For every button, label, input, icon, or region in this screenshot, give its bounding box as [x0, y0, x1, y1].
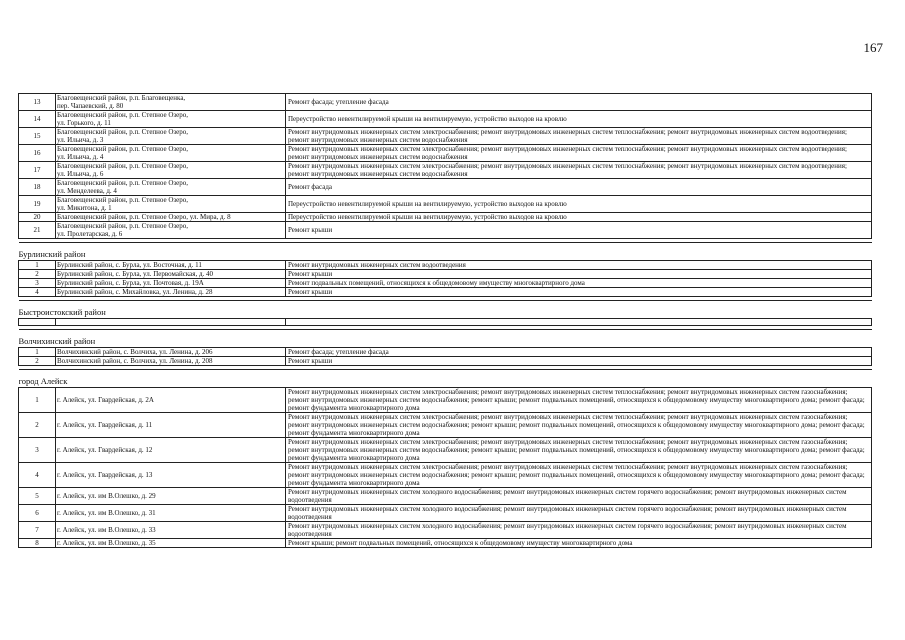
- table-row: [19, 388, 872, 413]
- row-address: г. Алейск, ул. Гвардейская, д. 12: [56, 438, 286, 463]
- row-works: Ремонт внутридомовых инженерных систем электроснабжения; ремонт внутридомовых инженерных систем теплоснабжения; ремонт внутридомовых инженерных систем газоснабжения; ремонт внутридомовых инженерных систем водоснабжения; ремонт крыши; ремонт подвальных помещений, относящихся к общедомовому имуществу многоквартирного дома; ремонт фасада; ремонт фундамента многоквартирного дома: [286, 388, 872, 413]
- row-number: 4: [19, 288, 56, 297]
- table-row: [19, 288, 872, 297]
- table-row: [19, 463, 872, 488]
- row-address: г. Алейск, ул. им В.Олешко, д. 35: [56, 539, 286, 548]
- row-address: г. Алейск, ул. им В.Олешко, д. 29: [56, 488, 286, 505]
- row-number: 2: [19, 413, 56, 438]
- section-aleysk: [19, 388, 872, 548]
- row-number: 3: [19, 279, 56, 288]
- row-works: Переустройство невентилируемой крыши на вентилируемую, устройство выходов на кровлю: [286, 111, 872, 128]
- row-works: Ремонт внутридомовых инженерных систем холодного водоснабжения; ремонт внутридомовых инженерных систем горячего водоснабжения; ремонт внутридомовых инженерных систем водоотведения: [286, 505, 872, 522]
- table-row: [19, 539, 872, 548]
- table-row: [19, 111, 872, 128]
- table-row: [19, 505, 872, 522]
- row-works: Ремонт фасада: [286, 179, 872, 196]
- row-number: 1: [19, 261, 56, 270]
- row-number: 16: [19, 145, 56, 162]
- row-address: Волчихинский район, с. Волчиха, ул. Ленина, д. 208: [56, 357, 286, 366]
- table-row: [19, 94, 872, 111]
- row-works: Ремонт фасада; утепление фасада: [286, 94, 872, 111]
- row-address: Бурлинский район, с. Михайловка, ул. Ленина, д. 28: [56, 288, 286, 297]
- row-address: Волчихинский район, с. Волчиха, ул. Ленина, д. 206: [56, 348, 286, 357]
- table-row: [19, 145, 872, 162]
- row-number: 7: [19, 522, 56, 539]
- section-volchikha: [19, 348, 872, 366]
- district-heading: Бурлинский район: [18, 249, 86, 259]
- table-row: [19, 162, 872, 179]
- page-number: 167: [863, 40, 883, 55]
- row-address: Благовещенский район, р.п. Степное Озеро, ул. Ильича, д. 4: [56, 145, 286, 162]
- row-works: Ремонт крыши: [286, 270, 872, 279]
- row-works: Ремонт внутридомовых инженерных систем электроснабжения; ремонт внутридомовых инженерных систем теплоснабжения; ремонт внутридомовых инженерных систем газоснабжения; ремонт внутридомовых инженерных систем водоснабжения; ремонт крыши; ремонт подвальных помещений, относящихся к общедомовому имуществу многоквартирного дома; ремонт фасада; ремонт фундамента многоквартирного дома: [286, 463, 872, 488]
- row-number: 3: [19, 438, 56, 463]
- row-works: Ремонт внутридомовых инженерных систем водоотведения: [286, 261, 872, 270]
- row-number: 20: [19, 213, 56, 222]
- works-register: [18, 93, 871, 548]
- table-row: [19, 488, 872, 505]
- row-address: г. Алейск, ул. им В.Олешко, д. 31: [56, 505, 286, 522]
- row-works: Ремонт внутридомовых инженерных систем электроснабжения; ремонт внутридомовых инженерных систем теплоснабжения; ремонт внутридомовых инженерных систем газоснабжения; ремонт внутридомовых инженерных систем водоснабжения; ремонт крыши; ремонт подвальных помещений, относящихся к общедомовому имуществу многоквартирного дома; ремонт фасада; ремонт фундамента многоквартирного дома: [286, 438, 872, 463]
- table-row: [19, 348, 872, 357]
- row-number: 1: [19, 388, 56, 413]
- row-number: 6: [19, 505, 56, 522]
- row-address: Бурлинский район, с. Бурла, ул. Первомайская, д. 40: [56, 270, 286, 279]
- table-row: [19, 438, 872, 463]
- works-table: [18, 93, 872, 548]
- row-works: Ремонт фасада; утепление фасада: [286, 348, 872, 357]
- row-works: Ремонт крыши: [286, 288, 872, 297]
- row-works: Ремонт внутридомовых инженерных систем электроснабжения; ремонт внутридомовых инженерных систем теплоснабжения; ремонт внутридомовых инженерных систем водоотведения; ремонт внутридомовых инженерных систем водоснабжения: [286, 145, 872, 162]
- row-works: Ремонт крыши: [286, 357, 872, 366]
- row-works: Переустройство невентилируемой крыши на вентилируемую, устройство выходов на кровлю: [286, 213, 872, 222]
- table-row: [19, 222, 872, 239]
- row-address: Благовещенский район, р.п. Степное Озеро, ул. Менделеева, д. 4: [56, 179, 286, 196]
- row-number: 5: [19, 488, 56, 505]
- row-number: 2: [19, 270, 56, 279]
- row-number: 14: [19, 111, 56, 128]
- row-number: 15: [19, 128, 56, 145]
- row-address: г. Алейск, ул. Гвардейская, д. 13: [56, 463, 286, 488]
- row-works: Переустройство невентилируемой крыши на вентилируемую, устройство выходов на кровлю: [286, 196, 872, 213]
- row-works: Ремонт подвальных помещений, относящихся к общедомовому имуществу многоквартирного дома: [286, 279, 872, 288]
- row-address: Благовещенский район, р.п. Степное Озеро, ул. Пролетарская, д. 6: [56, 222, 286, 239]
- row-address: Бурлинский район, с. Бурла, ул. Почтовая, д. 19А: [56, 279, 286, 288]
- section-blagoveshchensk: [19, 94, 872, 239]
- table-row: [19, 270, 872, 279]
- row-number: 19: [19, 196, 56, 213]
- row-works: Ремонт крыши: [286, 222, 872, 239]
- table-row: [19, 357, 872, 366]
- row-works: Ремонт внутридомовых инженерных систем холодного водоснабжения; ремонт внутридомовых инженерных систем горячего водоснабжения; ремонт внутридомовых инженерных систем водоотведения: [286, 522, 872, 539]
- row-works: Ремонт внутридомовых инженерных систем электроснабжения; ремонт внутридомовых инженерных систем теплоснабжения; ремонт внутридомовых инженерных систем водоотведения; ремонт внутридомовых инженерных систем водоснабжения: [286, 162, 872, 179]
- row-address: г. Алейск, ул. Гвардейская, д. 11: [56, 413, 286, 438]
- row-number: 1: [19, 348, 56, 357]
- section-burla: [19, 261, 872, 297]
- row-address: Благовещенский район, р.п. Степное Озеро, ул. Мира, д. 8: [56, 213, 286, 222]
- row-works: Ремонт внутридомовых инженерных систем электроснабжения; ремонт внутридомовых инженерных систем теплоснабжения; ремонт внутридомовых инженерных систем водоотведения; ремонт внутридомовых инженерных систем водоснабжения: [286, 128, 872, 145]
- district-heading: город Алейск: [18, 376, 68, 386]
- row-number: 4: [19, 463, 56, 488]
- row-address: Благовещенский район, р.п. Благовещенка, пер. Чапаевский, д. 80: [56, 94, 286, 111]
- row-address: Благовещенский район, р.п. Степное Озеро, ул. Ильича, д. 6: [56, 162, 286, 179]
- row-number: 21: [19, 222, 56, 239]
- row-number: 2: [19, 357, 56, 366]
- row-address: Бурлинский район, с. Бурла, ул. Восточная, д. 11: [56, 261, 286, 270]
- row-address: Благовещенский район, р.п. Степное Озеро, ул. Микитона, д. 1: [56, 196, 286, 213]
- row-number: 17: [19, 162, 56, 179]
- row-number: 18: [19, 179, 56, 196]
- row-works: Ремонт внутридомовых инженерных систем холодного водоснабжения; ремонт внутридомовых инженерных систем горячего водоснабжения; ремонт внутридомовых инженерных систем водоотведения: [286, 488, 872, 505]
- row-address: г. Алейск, ул. им В.Олешко, д. 33: [56, 522, 286, 539]
- table-row: [19, 128, 872, 145]
- table-row: [19, 522, 872, 539]
- row-works: Ремонт крыши; ремонт подвальных помещений, относящихся к общедомовому имуществу многоквартирного дома: [286, 539, 872, 548]
- table-row: [19, 196, 872, 213]
- table-row: [19, 213, 872, 222]
- row-works: Ремонт внутридомовых инженерных систем электроснабжения; ремонт внутридомовых инженерных систем теплоснабжения; ремонт внутридомовых инженерных систем газоснабжения; ремонт внутридомовых инженерных систем водоснабжения; ремонт крыши; ремонт подвальных помещений, относящихся к общедомовому имуществу многоквартирного дома; ремонт фасада; ремонт фундамента многоквартирного дома: [286, 413, 872, 438]
- district-heading: Волчихинский район: [18, 336, 96, 346]
- row-address: г. Алейск, ул. Гвардейская, д. 2А: [56, 388, 286, 413]
- district-heading: Быстроистокский район: [18, 307, 106, 317]
- table-row: [19, 179, 872, 196]
- row-number: 8: [19, 539, 56, 548]
- table-row: [19, 413, 872, 438]
- row-number: 13: [19, 94, 56, 111]
- table-row: [19, 279, 872, 288]
- table-row-empty: [19, 319, 872, 326]
- row-address: Благовещенский район, р.п. Степное Озеро, ул. Горького, д. 11: [56, 111, 286, 128]
- table-row: [19, 261, 872, 270]
- row-address: Благовещенский район, р.п. Степное Озеро, ул. Ильича, д. 3: [56, 128, 286, 145]
